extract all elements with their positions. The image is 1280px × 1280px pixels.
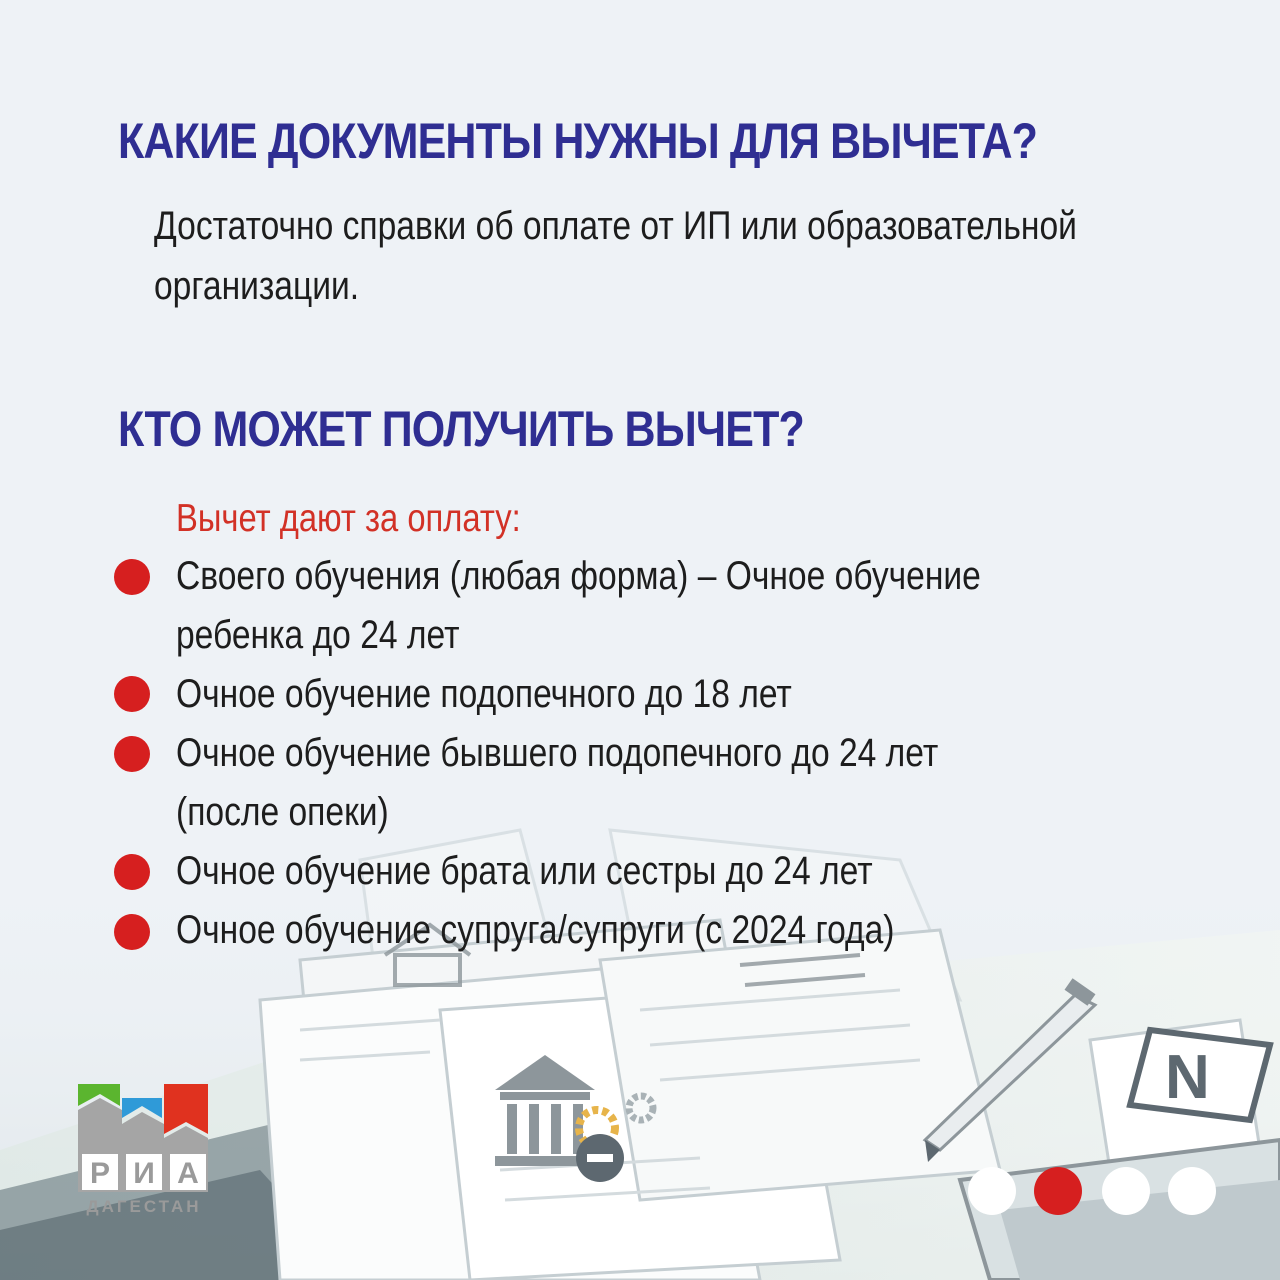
documents-text-line-2: организации. [154,264,360,308]
intro-text: Вычет дают за оплату: [176,497,521,540]
page-dot-1[interactable] [968,1167,1016,1215]
logo-letter-2: И [133,1157,155,1190]
list-item-text [176,901,895,960]
ria-dagestan-logo [78,1080,218,1220]
heading-who: КТО МОЖЕТ ПОЛУЧИТЬ ВЫЧЕТ? [118,401,804,457]
bullet-dot [114,914,150,950]
page-dot-2[interactable] [1034,1167,1082,1215]
bullet-dot [114,559,150,595]
page-dot-4[interactable] [1168,1167,1216,1215]
decor-letter: N [1165,1043,1210,1112]
list-item-line-2: ребенка до 24 лет [176,613,460,657]
list-item-line-1: Своего обучения (любая форма) – Очное обучение [176,554,981,598]
list-item-text [176,724,938,842]
page-dot-3[interactable] [1102,1167,1150,1215]
list-item-line-1: Очное обучение бывшего подопечного до 24 лет [176,731,939,775]
logo-letter-3: А [177,1157,199,1190]
list-item-text [176,547,981,665]
list-item-line-1: Очное обучение брата или сестры до 24 лет [176,849,873,893]
list-item-line-1: Очное обучение супруга/супруги (с 2024 года) [176,908,895,952]
logo-subtitle: ДАГЕСТАН [86,1197,202,1216]
bullet-dot [114,854,150,890]
heading-documents: КАКИЕ ДОКУМЕНТЫ НУЖНЫ ДЛЯ ВЫЧЕТА? [118,113,1038,169]
bullet-dot [114,736,150,772]
list-item-text [176,842,873,901]
bullet-dot [114,676,150,712]
documents-text-line-1: Достаточно справки об оплате от ИП или образовательной [154,204,1077,248]
list-item-line-1: Очное обучение подопечного до 18 лет [176,672,792,716]
logo-letter-1: Р [89,1157,111,1190]
list-item-line-2: (после опеки) [176,790,389,834]
list-item-text [176,665,792,724]
documents-text [154,196,1095,316]
